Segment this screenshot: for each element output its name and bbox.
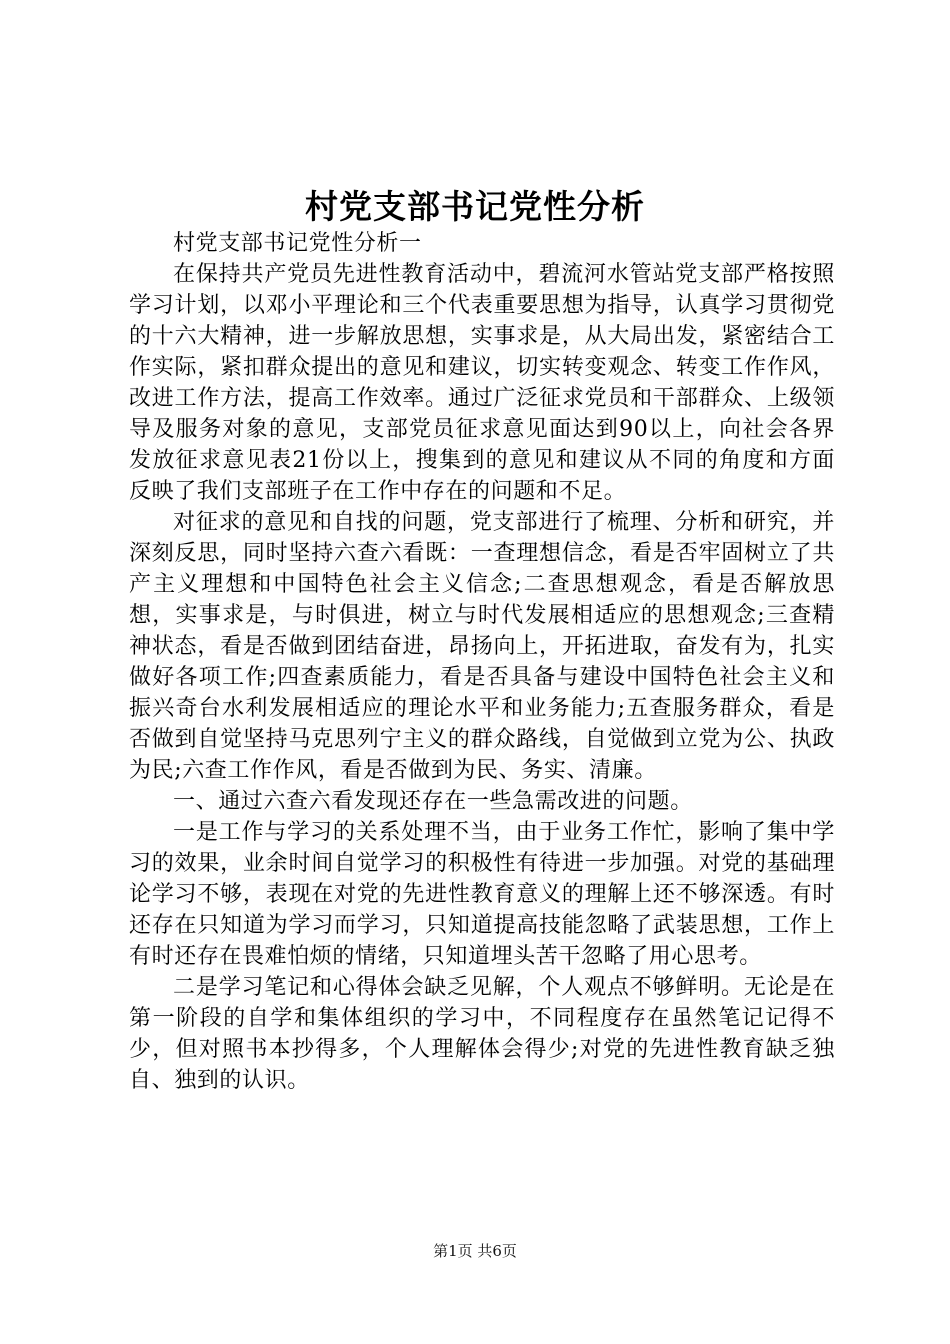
paragraph: 一是工作与学习的关系处理不当，由于业务工作忙，影响了集中学习的效果，业余时间自觉学习的积极性有待进一步加强。对党的基础理论学习不够，表现在对党的先进性教育意义的理解上还不够深透。有时还存在只知道为学习而学习，只知道提高技能忽略了武装思想，工作上有时还存在畏难怕烦的情绪，只知道埋头苦干忽略了用心思考。 [129, 820, 835, 969]
paragraph: 在保持共产党员先进性教育活动中，碧流河水管站党支部严格按照学习计划，以邓小平理论和三个代表重要思想为指导，认真学习贯彻党的十六大精神，进一步解放思想，实事求是，从大局出发，紧密结合工作实际，紧扣群众提出的意见和建议，切实转变观念、转变工作作风，改进工作方法，提高工作效率。通过广泛征求党员和干部群众、上级领导及服务对象的意见，支部党员征求意见面达到90以上，向社会各界发放征求意见表21份以上，搜集到的意见和建议从不同的角度和方面反映了我们支部班子在工作中存在的问题和不足。 [129, 262, 835, 504]
document-title: 村党支部书记党性分析 [305, 187, 645, 226]
page-footer: 第1页 共6页 [433, 1242, 517, 1260]
paragraph-heading: 一、通过六查六看发现还存在一些急需改进的问题。 [173, 789, 693, 814]
paragraph: 对征求的意见和自找的问题，党支部进行了梳理、分析和研究，并深刻反思，同时坚持六查六看既：一查理想信念，看是否牢固树立了共产主义理想和中国特色社会主义信念;二查思想观念，看是否解放思想，实事求是，与时俱进，树立与时代发展相适应的思想观念;三查精神状态，看是否做到团结奋进，昂扬向上，开拓进取，奋发有为，扎实做好各项工作;四查素质能力，看是否具备与建设中国特色社会主义和振兴奇台水利发展相适应的理论水平和业务能力;五查服务群众，看是否做到自觉坚持马克思列宁主义的群众路线，自觉做到立党为公、执政为民;六查工作作风，看是否做到为民、务实、清廉。 [129, 510, 835, 783]
paragraph-subtitle: 村党支部书记党性分析一 [173, 231, 422, 256]
document-body [129, 228, 835, 1096]
paragraph: 二是学习笔记和心得体会缺乏见解，个人观点不够鲜明。无论是在第一阶段的自学和集体组织的学习中，不同程度存在虽然笔记记得不少，但对照书本抄得多，个人理解体会得少;对党的先进性教育缺乏独自、独到的认识。 [129, 975, 835, 1093]
